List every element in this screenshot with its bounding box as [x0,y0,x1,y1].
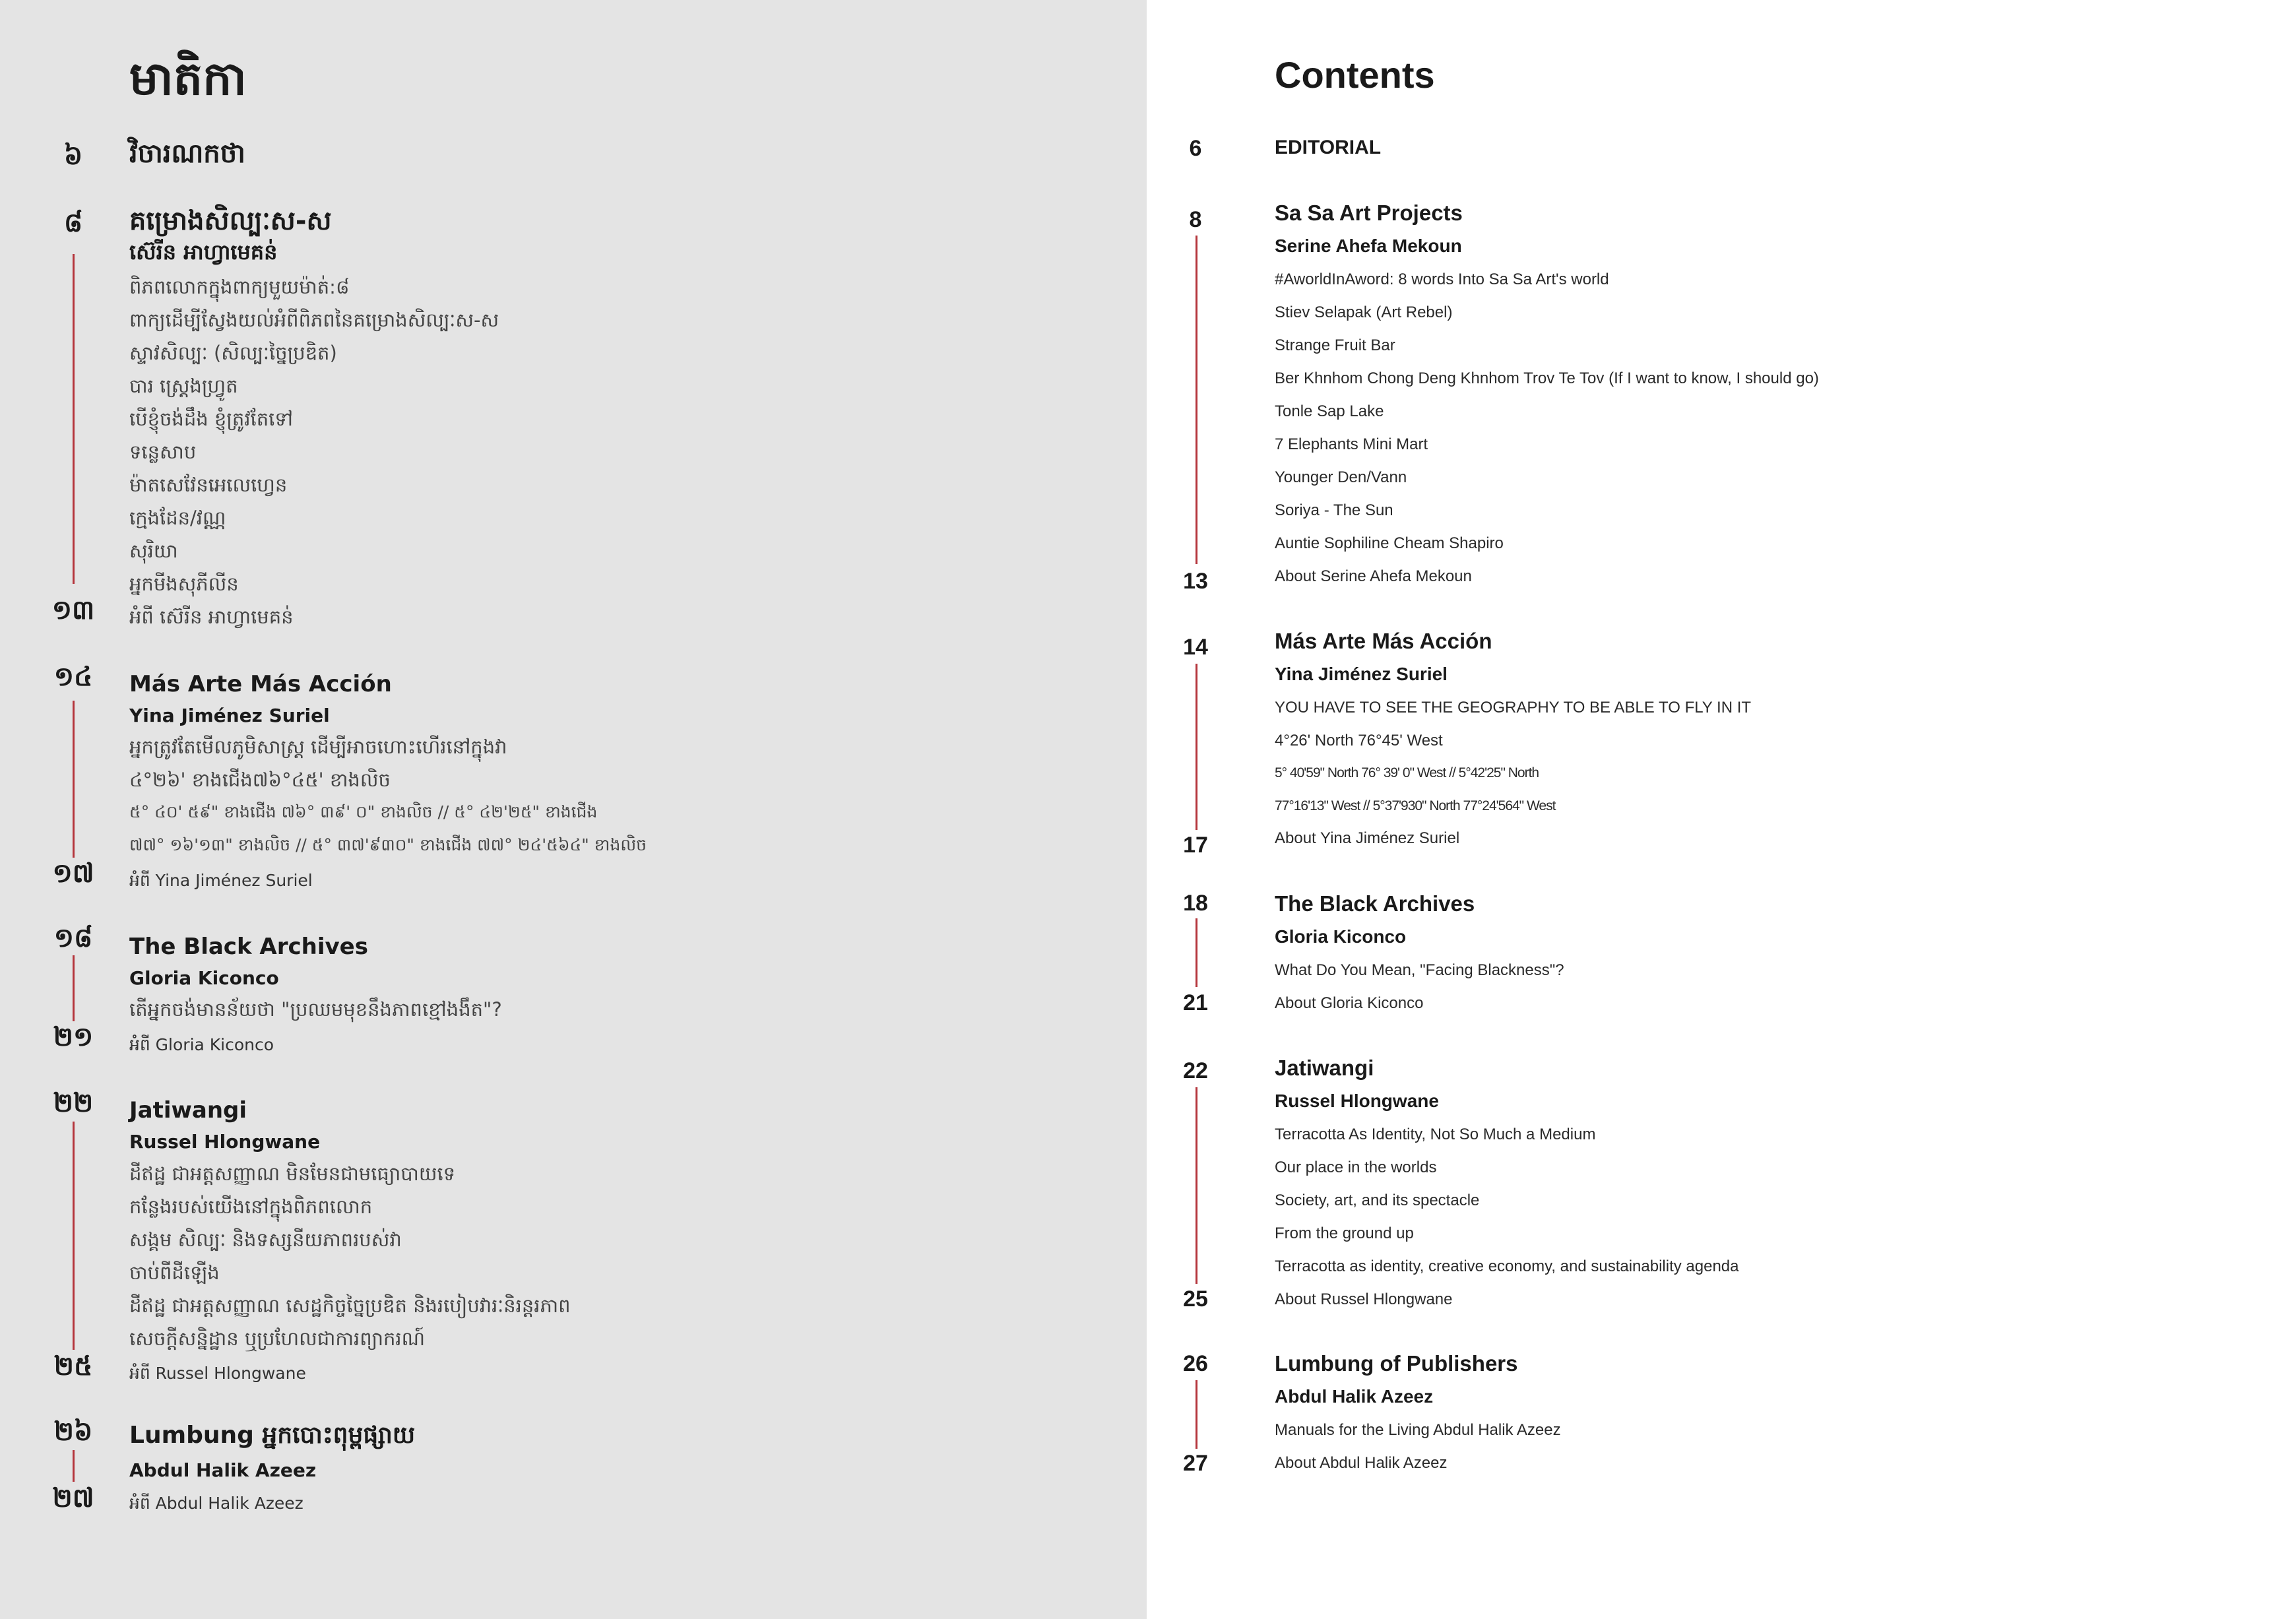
list-item: 5° 40'59" North 76° 39' 0" West // 5°42'25" North [1275,765,1539,780]
section-line [73,1450,75,1482]
page-number: ១៤ [53,662,93,692]
section-line [1196,664,1197,830]
section-author: Serine Ahefa Mekoun [1275,236,1462,256]
page-number: ២៦ [53,1416,93,1447]
section-title: Más Arte Más Acción [1275,629,1492,653]
section-title: The Black Archives [1275,891,1475,916]
list-item: សេចក្តីសន្និដ្ឋាន ឬប្រហែលជាការព្យាករណ៍ [129,1327,426,1350]
list-item: YOU HAVE TO SEE THE GEOGRAPHY TO BE ABLE TO FLY IN IT [1275,699,1752,716]
list-item: Society, art, and its spectacle [1275,1191,1480,1209]
list-item: ៤°២៦' ខាងជើង៧៦°៤៥' ខាងលិច [129,769,391,791]
section-author: Russel Hlongwane [1275,1091,1439,1111]
list-item: ដីឥដ្ឋ ជាអត្តសញ្ញាណ សេដ្ឋកិច្ចច្នៃប្រឌិត និងរបៀបវារៈនិរន្តរភាព [129,1294,571,1317]
page-number-end: 17 [1183,833,1208,858]
about-item: អំពី Russel Hlongwane [129,1364,306,1383]
page-number: 18 [1183,891,1208,916]
list-item: តើអ្នកចង់មានន័យថា "ប្រឈមមុខនឹងភាពខ្មៅងងឹត"? [129,998,502,1021]
list-item: Auntie Sophiline Cheam Shapiro [1275,534,1504,552]
page-number: ៦ [63,141,83,171]
section-author: Gloria Kiconco [1275,926,1407,947]
page-number-end: 13 [1183,569,1208,594]
list-item: Terracotta as identity, creative economy, and sustainability agenda [1275,1257,1739,1275]
list-item: អ្នកត្រូវតែមើលភូមិសាស្ត្រ ដើម្បីអាចហោះហើរនៅក្នុងវា [129,736,507,758]
list-item: បើខ្ញុំចង់ដឹង ខ្ញុំត្រូវតែទៅ [129,408,293,430]
list-item: ៥° ៤០' ៥៩" ខាងជើង ៧៦° ៣៩' ០" ខាងលិច // ៥° ៤២'២៥" ខាងជើង [129,802,598,821]
section-line [73,1122,75,1350]
page-number: 8 [1189,207,1202,232]
page-number-end: ២៧ [52,1483,94,1513]
section-author: Yina Jiménez Suriel [1275,664,1448,684]
page-number-end: 27 [1183,1451,1208,1476]
section-title: Jatiwangi [129,1097,247,1124]
section-author: ស៊េរីន អាហ្វាមេគន់ [129,239,278,265]
about-item: About Yina Jiménez Suriel [1275,829,1460,847]
about-item: អំពី Gloria Kiconco [129,1035,274,1054]
section-line [1196,1087,1197,1284]
page-title: មាតិកា [129,51,247,106]
section-line [73,701,75,858]
about-item: អំពី Abdul Halik Azeez [129,1494,303,1513]
section-title: EDITORIAL [1275,137,1382,158]
section-title: វិចារណកថា [129,139,245,169]
page-number-end: ១៣ [51,595,95,625]
list-item: ស្ទាវសិល្បៈ (សិល្បៈច្នៃប្រឌិត) [129,342,337,364]
section-author: Yina Jiménez Suriel [129,705,330,726]
list-item: ដីឥដ្ឋ ជាអត្តសញ្ញាណ មិនមែនជាមធ្យោបាយទេ [129,1162,456,1185]
section-title: Lumbung អ្នកបោះពុម្ពផ្សាយ [129,1422,416,1449]
list-item: ម៉ាតសេវែនអេលេហ្វេន [129,474,288,496]
about-item: អំពី ស៊េរីន អាហ្វាមេគន់ [129,606,294,628]
list-item: ៧៧° ១៦'១៣" ខាងលិច // ៥° ៣៧'៩៣០" ខាងជើង ៧៧° ២៤'៥៦៤" ខាងលិច [129,835,647,854]
section-title: The Black Archives [129,934,368,960]
section-author: Abdul Halik Azeez [129,1459,317,1481]
list-item: ទន្លេសាប [129,441,197,463]
list-item: Ber Khnhom Chong Deng Khnhom Trov Te Tov (If I want to know, I should go) [1275,369,1819,387]
list-item: From the ground up [1275,1224,1414,1242]
list-item: អ្នកមីងសុភីលីន [129,573,239,595]
page-number-end: ២១ [53,1022,94,1052]
list-item: ចាប់ពីដីឡើង [129,1261,220,1284]
page-number: 6 [1189,136,1202,161]
section-author: Gloria Kiconco [129,967,279,989]
section-line [1196,1380,1197,1449]
list-item: 7 Elephants Mini Mart [1275,435,1428,453]
about-item: អំពី Yina Jiménez Suriel [129,871,313,890]
section-title: គម្រោងសិល្បៈស-ស [129,206,332,236]
list-item: ពិភពលោកក្នុងពាក្យមួយម៉ាត់:៨ [129,276,350,298]
about-item: About Gloria Kiconco [1275,994,1424,1012]
section-title: Sa Sa Art Projects [1275,201,1463,225]
list-item: កន្លែងរបស់យើងនៅក្នុងពិភពលោក [129,1195,373,1218]
list-item: សង្គម សិល្បៈ និងទស្សនីយភាពរបស់វា [129,1228,402,1251]
about-item: About Serine Ahefa Mekoun [1275,567,1472,585]
page-number-end: ២៥ [53,1351,93,1381]
list-item: #AworldInAword: 8 words Into Sa Sa Art's world [1275,270,1609,288]
list-item: 4°26' North 76°45' West [1275,732,1443,749]
khmer-contents-page [0,0,1147,1619]
section-line [73,955,75,1021]
section-line [1196,918,1197,987]
list-item: Our place in the worlds [1275,1159,1437,1176]
section-title: Más Arte Más Acción [129,671,392,697]
list-item: Younger Den/Vann [1275,468,1407,486]
list-item: Tonle Sap Lake [1275,402,1384,420]
section-line [1196,236,1197,564]
page-number: ១៨ [53,923,93,953]
section-line [73,254,75,584]
list-item: Strange Fruit Bar [1275,336,1395,354]
page-number: 22 [1183,1058,1208,1083]
list-item: បារ ស្ត្រេងហ្វ្រូត [129,375,238,397]
english-contents-page [1147,0,2296,1619]
page-number: 26 [1183,1351,1208,1376]
section-title: Jatiwangi [1275,1056,1374,1080]
list-item: Manuals for the Living Abdul Halik Azeez [1275,1421,1561,1439]
page-title: Contents [1275,54,1435,96]
list-item: សុរិយា [129,540,178,562]
page-number-end: 21 [1183,990,1208,1015]
page-number-end: ១៧ [52,858,94,889]
section-author: Russel Hlongwane [129,1131,321,1153]
list-item: ពាក្យដើម្បីស្វែងយល់អំពីពិភពនៃគម្រោងសិល្បៈស-ស [129,309,499,331]
page-number: ២២ [53,1088,94,1118]
page-number: ៨ [63,208,83,238]
about-item: About Abdul Halik Azeez [1275,1454,1448,1472]
section-title: Lumbung of Publishers [1275,1351,1518,1376]
page-number: 14 [1183,635,1208,660]
list-item: Soriya - The Sun [1275,501,1393,519]
about-item: About Russel Hlongwane [1275,1290,1453,1308]
list-item: Terracotta As Identity, Not So Much a Medium [1275,1126,1596,1143]
list-item: Stiev Selapak (Art Rebel) [1275,303,1453,321]
list-item: What Do You Mean, "Facing Blackness"? [1275,961,1564,979]
list-item: ក្មេងដែន/វណ្ណ [129,507,226,529]
section-author: Abdul Halik Azeez [1275,1386,1434,1407]
page-number-end: 25 [1183,1286,1208,1312]
list-item: 77°16'13" West // 5°37'930" North 77°24'564" West [1275,798,1556,813]
